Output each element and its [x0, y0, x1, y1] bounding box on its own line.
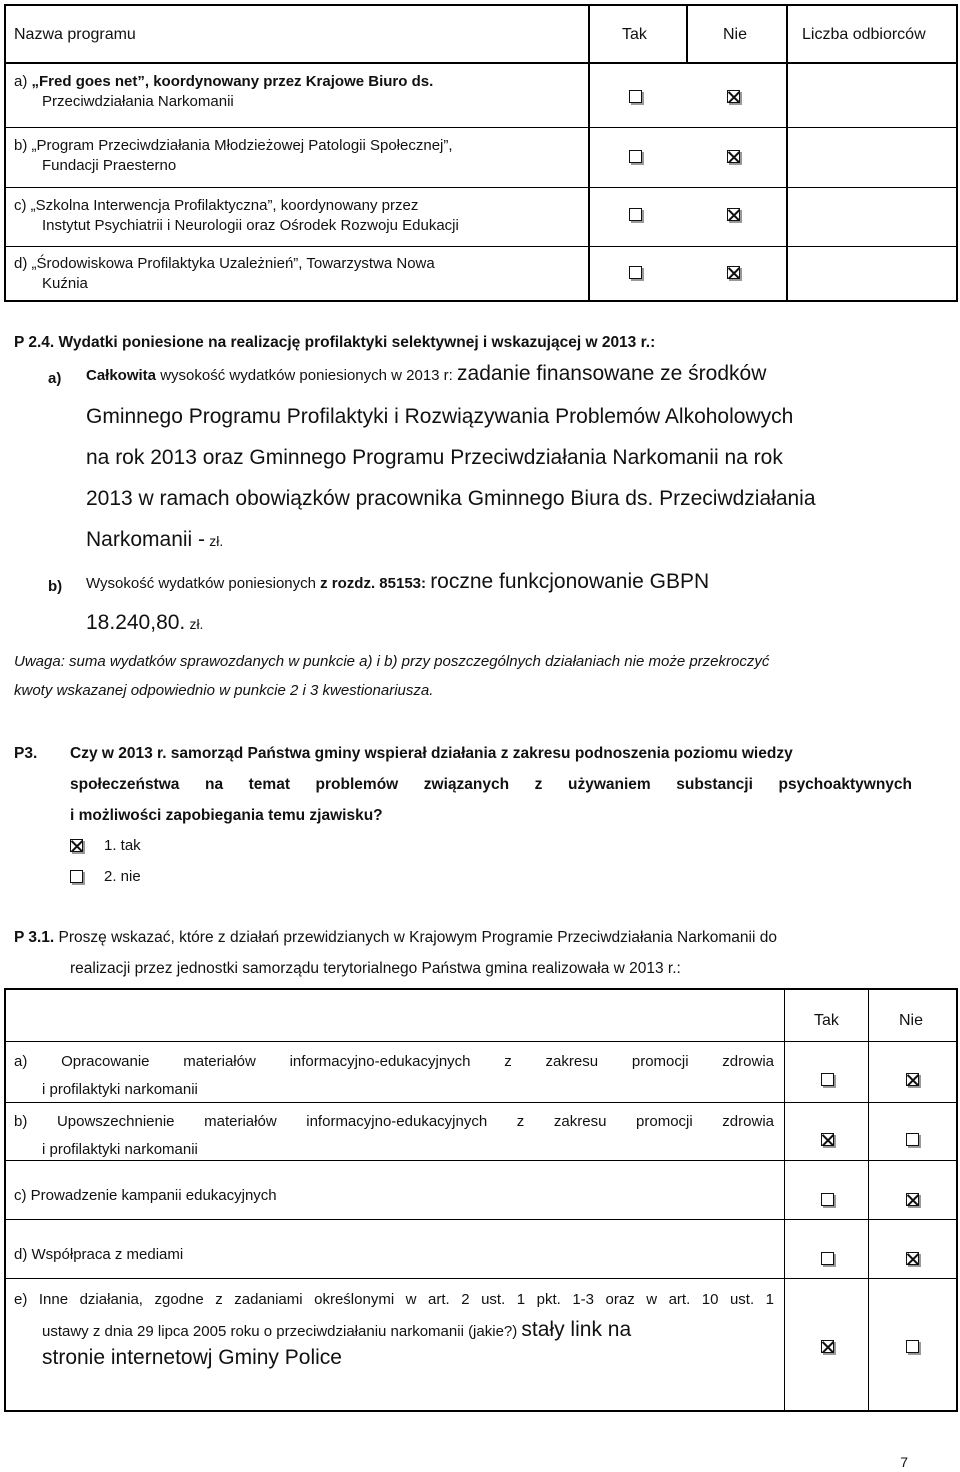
checkbox-p3-tak[interactable] [70, 839, 83, 852]
checkbox-tak-b[interactable] [629, 150, 642, 163]
row-divider [6, 1041, 956, 1042]
header-nie: Nie [899, 1012, 924, 1029]
checkbox-tak-a[interactable] [821, 1073, 834, 1086]
program-row: c) „Szkolna Interwencja Profilaktyczna”, koordynowany przez Instytut Psychiatrii i Neurologii oraz Ośrodek Rozwoju Edukacji [14, 197, 459, 234]
p31-line1: P 3.1. Proszę wskazać, które z działań przewidzianych w Krajowym Programie Przeciwdziałania Narkomanii do [14, 929, 777, 946]
checkbox-tak-d[interactable] [821, 1252, 834, 1265]
p24-b-value: 18.240,80. zł. [86, 611, 204, 634]
checkbox-tak-c[interactable] [629, 208, 642, 221]
row-divider [6, 1278, 956, 1279]
checkbox-nie-e[interactable] [906, 1340, 919, 1353]
checkbox-tak-d[interactable] [629, 266, 642, 279]
p24-b-line1: Wysokość wydatków poniesionych z rozdz. 85153: roczne funkcjonowanie GBPN [86, 570, 710, 593]
activity-row: b) Upowszechnienie materiałów informacyjno-edukacyjnych z zakresu promocji zdrowia i profilaktyki narkomanii [14, 1113, 774, 1158]
list-label-b: b) [48, 578, 63, 595]
program-row: b) „Program Przeciwdziałania Młodzieżowej Patologii Społecznej”, Fundacji Praesterno [14, 137, 453, 174]
row-divider [6, 1102, 956, 1103]
checkbox-p3-nie[interactable] [70, 870, 83, 883]
checkbox-nie-a[interactable] [906, 1073, 919, 1086]
section-label-p31: P 3.1. [14, 929, 55, 946]
checkbox-tak-a[interactable] [629, 90, 642, 103]
note-line2: kwoty wskazanej odpowiednio w punkcie 2 i 3 kwestionariusza. [14, 682, 434, 699]
p3-option-tak: 1. tak [104, 837, 141, 854]
activity-row: c) Prowadzenie kampanii edukacyjnych [14, 1187, 277, 1204]
checkbox-tak-c[interactable] [821, 1193, 834, 1206]
activity-row: e) Inne działania, zgodne z zadaniami określonymi w art. 2 ust. 1 pkt. 1-3 oraz w art. 10 ust. 1 ustawy z dnia 29 lipca 2005 roku o przeciwdziałaniu narkomanii (jakie?) stały link na stronie internetowj Gminy Police [14, 1291, 775, 1369]
p24-a-line3: na rok 2013 oraz Gminnego Programu Przeciwdziałania Narkomanii na rok [86, 446, 783, 469]
column-divider [784, 990, 785, 1410]
row-divider [6, 246, 956, 247]
row-divider [6, 1219, 956, 1220]
header-tak: Tak [814, 1012, 839, 1029]
p24-a-line2: Gminnego Programu Profilaktyki i Rozwiązywania Problemów Alkoholowych [86, 405, 794, 428]
p24-a-line1: Całkowita wysokość wydatków poniesionych w 2013 r: zadanie finansowane ze środków [86, 362, 767, 385]
p31-line2: realizacji przez jednostki samorządu terytorialnego Państwa gmina realizowała w 2013 r.: [70, 960, 681, 977]
checkbox-tak-e[interactable] [821, 1340, 834, 1353]
header-program-name: Nazwa programu [14, 26, 136, 43]
checkbox-nie-b[interactable] [727, 150, 740, 163]
program-row: d) „Środowiskowa Profilaktyka Uzależnień”, Towarzystwa Nowa Kuźnia [14, 255, 435, 292]
page-number: 7 [900, 1454, 908, 1470]
programs-table-header [6, 6, 956, 64]
activity-row: d) Współpraca z mediami [14, 1246, 184, 1263]
p3-question-line2: społeczeństwa na temat problemów związanych z używaniem substancji psychoaktywnych [70, 776, 912, 793]
checkbox-nie-b[interactable] [906, 1133, 919, 1146]
column-divider [868, 990, 869, 1410]
program-row: a) „Fred goes net”, koordynowany przez Krajowe Biuro ds. Przeciwdziałania Narkomanii [14, 73, 434, 110]
header-recipients: Liczba odbiorców [802, 26, 926, 43]
activity-row: a) Opracowanie materiałów informacyjno-edukacyjnych z zakresu promocji zdrowia i profilaktyki narkomanii [14, 1053, 774, 1098]
p24-a-line4: 2013 w ramach obowiązków pracownika Gminnego Biura ds. Przeciwdziałania [86, 487, 816, 510]
column-divider [588, 6, 590, 300]
list-label-a: a) [48, 370, 62, 387]
checkbox-nie-c[interactable] [727, 208, 740, 221]
programs-table [4, 4, 958, 302]
section-heading-p24: P 2.4. Wydatki poniesione na realizację profilaktyki selektywnej i wskazującej w 2013 r.: [14, 334, 656, 351]
note-line1: Uwaga: suma wydatków sprawozdanych w punkcie a) i b) przy poszczególnych działaniach nie może przekroczyć [14, 653, 770, 670]
column-divider [686, 6, 688, 64]
section-label-p3: P3. [14, 745, 38, 762]
column-divider [786, 6, 788, 300]
row-divider [6, 1160, 956, 1161]
p3-question-line1: Czy w 2013 r. samorząd Państwa gminy wspierał działania z zakresu podnoszenia poziomu wiedzy [70, 745, 793, 762]
header-tak: Tak [622, 26, 647, 43]
activities-table [4, 988, 958, 1412]
header-nie: Nie [723, 26, 748, 43]
checkbox-nie-a[interactable] [727, 90, 740, 103]
row-divider [6, 127, 956, 128]
checkbox-nie-d[interactable] [727, 266, 740, 279]
p24-a-line5: Narkomanii - zł. [86, 528, 224, 551]
checkbox-nie-d[interactable] [906, 1252, 919, 1265]
checkbox-nie-c[interactable] [906, 1193, 919, 1206]
row-divider [6, 187, 956, 188]
checkbox-tak-b[interactable] [821, 1133, 834, 1146]
p3-option-nie: 2. nie [104, 868, 141, 885]
p3-question-line3: i możliwości zapobiegania temu zjawisku? [70, 807, 383, 824]
